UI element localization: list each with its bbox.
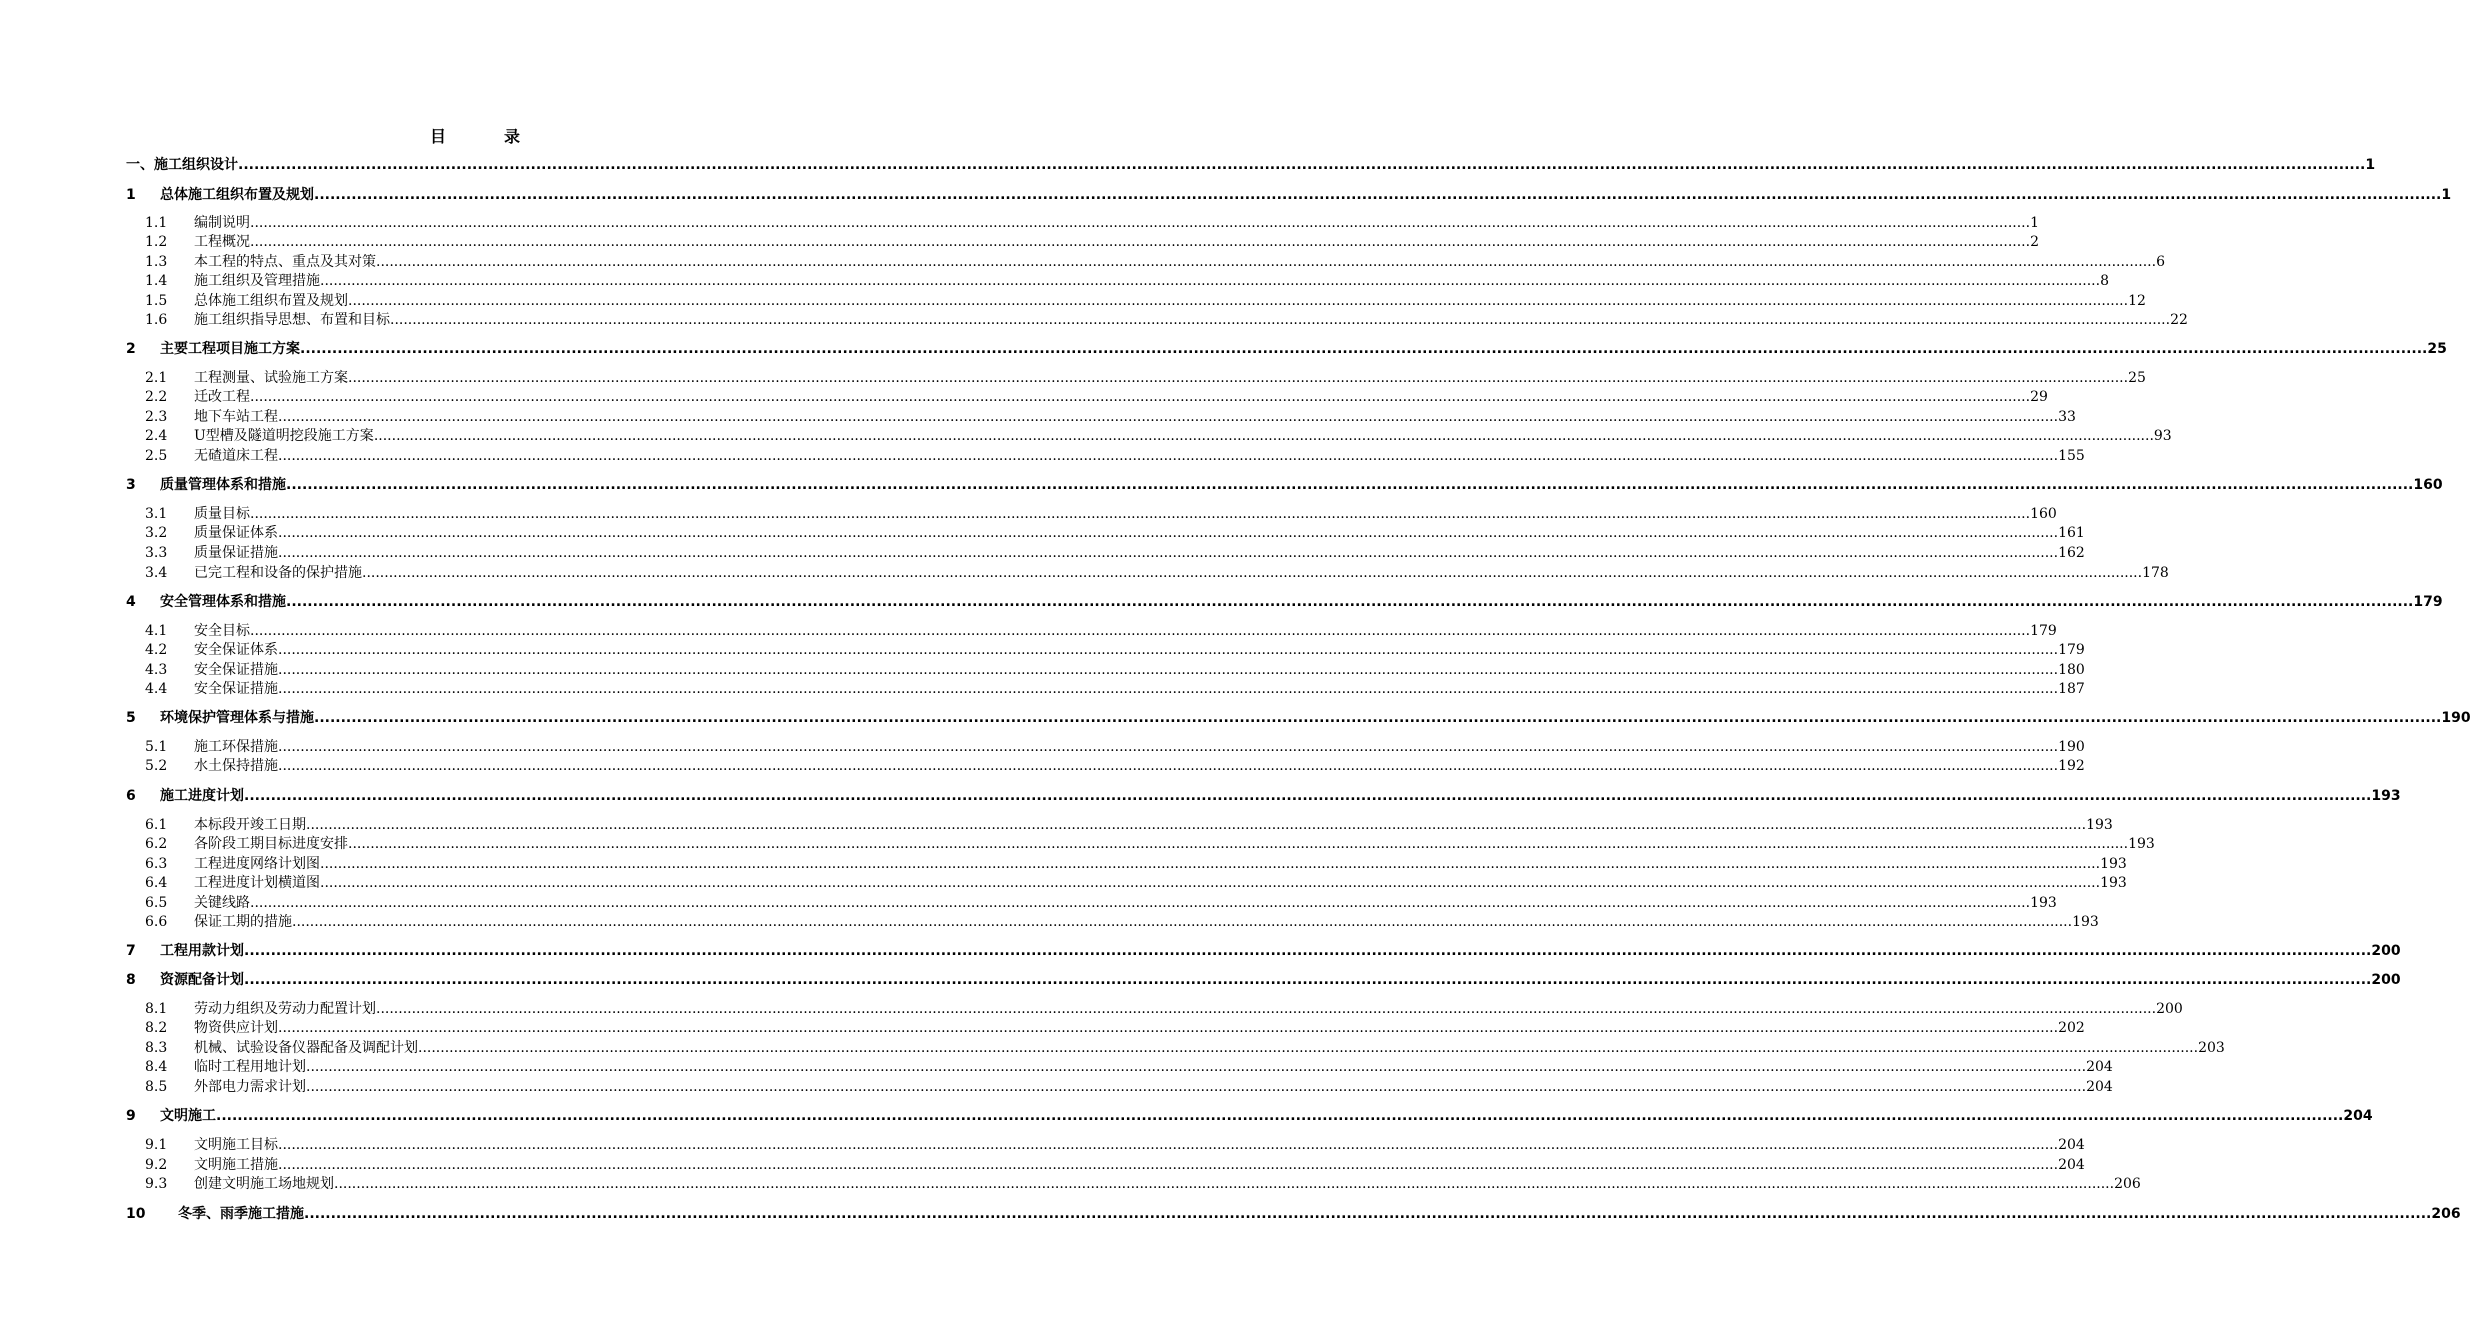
toc-entry[interactable] (0, 873, 2127, 893)
toc-entry-page: 93 (2153, 428, 2172, 444)
toc-leader-dots: ................................................................................................................................................................................................................................................................................................................................................................................................................ (376, 254, 2157, 270)
toc-leader-dots: ................................................................................................................................................................................................................................................................................................................................................................................................................ (362, 565, 2143, 581)
toc-entry-number: 3.3 (145, 545, 168, 561)
toc-entry-page: 1 (2030, 215, 2039, 231)
toc-entry-page: 25 (2128, 370, 2146, 386)
toc-entry-number: 7 (126, 943, 136, 959)
toc-entry-page: 200 (2156, 1001, 2183, 1017)
toc-entry-page: 200 (2371, 943, 2401, 959)
toc-leader-dots: ................................................................................................................................................................................................................................................................................................................................................................................................................ (278, 758, 2059, 774)
toc-entry[interactable] (0, 640, 2085, 660)
toc-leader-dots: ................................................................................................................................................................................................................................................................................................................................................................................................................ (300, 341, 2428, 357)
toc-entry[interactable] (0, 592, 2443, 612)
toc-entry-title: 本工程的特点、重点及其对策 (194, 254, 376, 270)
toc-entry[interactable] (0, 339, 2447, 359)
toc-entry-number: 2.1 (145, 370, 168, 386)
toc-entry-title: 安全保证措施 (194, 681, 278, 697)
toc-entry[interactable] (0, 426, 2172, 446)
toc-entry[interactable] (0, 621, 2057, 641)
toc-entry-number: 8.5 (145, 1079, 168, 1095)
toc-entry-number: 1.4 (145, 273, 168, 289)
toc-entry-page: 8 (2100, 273, 2109, 289)
toc-entry-number: 8.2 (145, 1020, 168, 1036)
toc-entry-title: 总体施工组织布置及规划 (194, 293, 348, 309)
toc-entry-page: 190 (2058, 739, 2085, 755)
toc-entry-number: 1.6 (145, 312, 168, 328)
toc-entry-title: 主要工程项目施工方案 (160, 341, 300, 357)
toc-entry-page: 1 (2365, 157, 2376, 173)
toc-entry-page: 204 (2343, 1108, 2373, 1124)
toc-entry[interactable] (0, 232, 2039, 252)
toc-leader-dots: ................................................................................................................................................................................................................................................................................................................................................................................................................ (278, 739, 2059, 755)
toc-entry-number: 2 (126, 341, 136, 357)
toc-entry-number: 9.2 (145, 1157, 168, 1173)
toc-leader-dots: ................................................................................................................................................................................................................................................................................................................................................................................................................ (348, 293, 2129, 309)
toc-leader-dots: ................................................................................................................................................................................................................................................................................................................................................................................................................ (292, 914, 2073, 930)
toc-entry-number: 2.5 (145, 448, 168, 464)
toc-entry-page: 193 (2128, 836, 2155, 852)
toc-entry-number: 3.1 (145, 506, 168, 522)
toc-entry-page: 178 (2142, 565, 2169, 581)
toc-entry[interactable] (0, 708, 2471, 728)
toc-entry-title: 已完工程和设备的保护措施 (194, 565, 362, 581)
toc-entry-number: 4.2 (145, 642, 168, 658)
toc-entry[interactable] (0, 893, 2057, 913)
toc-entry[interactable] (0, 1077, 2113, 1097)
toc-leader-dots: ................................................................................................................................................................................................................................................................................................................................................................................................................ (278, 1020, 2059, 1036)
toc-entry[interactable] (0, 1018, 2085, 1038)
toc-leader-dots: ................................................................................................................................................................................................................................................................................................................................................................................................................ (334, 1176, 2115, 1192)
toc-entry-number: 5.1 (145, 739, 168, 755)
toc-entry-title: 安全目标 (194, 623, 250, 639)
toc-entry-page: 25 (2427, 341, 2447, 357)
toc-entry-page: 200 (2371, 972, 2401, 988)
toc-leader-dots: ................................................................................................................................................................................................................................................................................................................................................................................................................ (320, 273, 2101, 289)
toc-entry-page: 193 (2086, 817, 2113, 833)
toc-entry-title: 物资供应计划 (194, 1020, 278, 1036)
toc-entry-page: 6 (2156, 254, 2165, 270)
toc-entry-title: 工程进度网络计划图 (194, 856, 320, 872)
toc-entry[interactable] (0, 1155, 2085, 1175)
toc-entry[interactable] (0, 999, 2183, 1019)
toc-entry-title: 安全保证体系 (194, 642, 278, 658)
toc-entry-title: 安全保证措施 (194, 662, 278, 678)
toc-leader-dots: ................................................................................................................................................................................................................................................................................................................................................................................................................ (278, 662, 2059, 678)
toc-entry-number: 9.3 (145, 1176, 168, 1192)
toc-entry[interactable] (0, 941, 2401, 961)
toc-leader-dots: ................................................................................................................................................................................................................................................................................................................................................................................................................ (286, 594, 2414, 610)
toc-leader-dots: ................................................................................................................................................................................................................................................................................................................................................................................................................ (314, 710, 2442, 726)
toc-entry[interactable] (0, 523, 2085, 543)
toc-entry-title: 编制说明 (194, 215, 250, 231)
toc-leader-dots: ................................................................................................................................................................................................................................................................................................................................................................................................................ (250, 895, 2031, 911)
toc-leader-dots: ................................................................................................................................................................................................................................................................................................................................................................................................................ (348, 836, 2129, 852)
toc-leader-dots: ................................................................................................................................................................................................................................................................................................................................................................................................................ (320, 856, 2101, 872)
toc-entry-title: 外部电力需求计划 (194, 1079, 306, 1095)
toc-title-left: 目 (429, 127, 446, 146)
toc-entry-title: 安全管理体系和措施 (160, 594, 286, 610)
toc-entry-title: U型槽及隧道明挖段施工方案 (194, 428, 374, 444)
toc-entry-title: 工程进度计划横道图 (194, 875, 320, 891)
toc-entry-page: 204 (2086, 1059, 2113, 1075)
toc-entry-number: 4 (126, 594, 136, 610)
toc-entry[interactable] (0, 407, 2076, 427)
toc-entry-page: 179 (2030, 623, 2057, 639)
toc-leader-dots: ................................................................................................................................................................................................................................................................................................................................................................................................................ (278, 1137, 2059, 1153)
toc-leader-dots: ................................................................................................................................................................................................................................................................................................................................................................................................................ (278, 448, 2059, 464)
toc-leader-dots: ................................................................................................................................................................................................................................................................................................................................................................................................................ (278, 545, 2059, 561)
toc-entry-number: 1.2 (145, 234, 168, 250)
toc-entry-number: 2.4 (145, 428, 168, 444)
toc-entry-number: 4.1 (145, 623, 168, 639)
toc-entry-page: 22 (2170, 312, 2188, 328)
toc-entry-title: 无碴道床工程 (194, 448, 278, 464)
toc-entry-title: 质量目标 (194, 506, 250, 522)
toc-entry-title: 冬季、雨季施工措施 (178, 1206, 304, 1222)
toc-entry[interactable] (0, 446, 2085, 466)
toc-entry[interactable] (0, 271, 2109, 291)
toc-entry-page: 202 (2058, 1020, 2085, 1036)
toc-entry[interactable] (0, 475, 2443, 495)
toc-entry[interactable] (0, 543, 2085, 563)
toc-entry-page: 160 (2413, 477, 2443, 493)
toc-entry-number: 5 (126, 710, 136, 726)
toc-leader-dots: ................................................................................................................................................................................................................................................................................................................................................................................................................ (250, 234, 2031, 250)
toc-entry-number: 6.5 (145, 895, 168, 911)
toc-entry[interactable] (0, 854, 2127, 874)
toc-entry-page: 155 (2058, 448, 2085, 464)
toc-entry-page: 193 (2371, 788, 2401, 804)
toc-entry-number: 8.4 (145, 1059, 168, 1075)
toc-entry[interactable] (0, 504, 2057, 524)
toc-entry-number: 1 (126, 187, 136, 203)
toc-entry-page: 193 (2030, 895, 2057, 911)
toc-leader-dots: ................................................................................................................................................................................................................................................................................................................................................................................................................ (320, 875, 2101, 891)
toc-leader-dots: ................................................................................................................................................................................................................................................................................................................................................................................................................ (278, 1157, 2059, 1173)
toc-entry[interactable] (0, 834, 2155, 854)
toc-entry-page: 180 (2058, 662, 2085, 678)
toc-entry-page: 33 (2058, 409, 2076, 425)
toc-entry-title: 工程用款计划 (160, 943, 244, 959)
toc-entry-title: 文明施工措施 (194, 1157, 278, 1173)
toc-entry-number: 8.3 (145, 1040, 168, 1056)
toc-entry[interactable] (0, 155, 2376, 175)
toc-entry-title: 施工环保措施 (194, 739, 278, 755)
toc-entry[interactable] (0, 1057, 2113, 1077)
toc-entry-number: 6.2 (145, 836, 168, 852)
toc-entry-number: 1.1 (145, 215, 168, 231)
toc-leader-dots: ................................................................................................................................................................................................................................................................................................................................................................................................................ (418, 1040, 2199, 1056)
toc-entry[interactable] (0, 737, 2085, 757)
toc-entry-number: 5.2 (145, 758, 168, 774)
toc-entry-number: 10 (126, 1206, 146, 1222)
toc-entry-title: 文明施工 (160, 1108, 216, 1124)
toc-leader-dots: ................................................................................................................................................................................................................................................................................................................................................................................................................ (216, 1108, 2344, 1124)
toc-entry[interactable] (0, 1038, 2225, 1058)
toc-entry[interactable] (0, 660, 2085, 680)
toc-leader-dots: ................................................................................................................................................................................................................................................................................................................................................................................................................ (244, 788, 2372, 804)
toc-entry-title: 水土保持措施 (194, 758, 278, 774)
toc-entry-title: 总体施工组织布置及规划 (160, 187, 314, 203)
toc-entry-title: 地下车站工程 (194, 409, 278, 425)
toc-leader-dots: ................................................................................................................................................................................................................................................................................................................................................................................................................ (250, 623, 2031, 639)
toc-entry-number: 2.3 (145, 409, 168, 425)
toc-entry-number: 9 (126, 1108, 136, 1124)
toc-entry-title: 迁改工程 (194, 389, 250, 405)
toc-entry-title: 关键线路 (194, 895, 250, 911)
toc-entry[interactable] (0, 563, 2169, 583)
toc-entry[interactable] (0, 1204, 2461, 1224)
toc-entry-page: 1 (2441, 187, 2452, 203)
toc-leader-dots: ................................................................................................................................................................................................................................................................................................................................................................................................................ (278, 642, 2059, 658)
toc-entry-title: 保证工期的措施 (194, 914, 292, 930)
toc-entry-title: 施工组织指导思想、布置和目标 (194, 312, 390, 328)
toc-entry-title: 环境保护管理体系与措施 (160, 710, 314, 726)
toc-entry-title: 施工进度计划 (160, 788, 244, 804)
toc-entry-number: 1.5 (145, 293, 168, 309)
toc-entry-page: 206 (2114, 1176, 2141, 1192)
toc-entry-number: 6 (126, 788, 136, 804)
toc-entry-page: 12 (2128, 293, 2146, 309)
toc-entry-title: 施工组织及管理措施 (194, 273, 320, 289)
toc-entry-number: 1.3 (145, 254, 168, 270)
toc-leader-dots: ................................................................................................................................................................................................................................................................................................................................................................................................................ (278, 525, 2059, 541)
toc-entry-title: 文明施工目标 (194, 1137, 278, 1153)
toc-entry-number: 9.1 (145, 1137, 168, 1153)
toc-entry-title: 资源配备计划 (160, 972, 244, 988)
toc-entry-title: 工程概况 (194, 234, 250, 250)
toc-entry[interactable] (0, 387, 2048, 407)
toc-entry[interactable] (0, 1106, 2373, 1126)
toc-leader-dots: ................................................................................................................................................................................................................................................................................................................................................................................................................ (250, 389, 2031, 405)
toc-title (0, 124, 950, 147)
toc-leader-dots: ................................................................................................................................................................................................................................................................................................................................................................................................................ (244, 943, 2372, 959)
toc-entry-title: 质量保证体系 (194, 525, 278, 541)
toc-entry-number: 8 (126, 972, 136, 988)
toc-entry-number: 6.4 (145, 875, 168, 891)
toc-entry[interactable] (0, 786, 2401, 806)
toc-entry-title: 本标段开竣工日期 (194, 817, 306, 833)
toc-entry-page: 204 (2058, 1157, 2085, 1173)
toc-entry-page: 204 (2086, 1079, 2113, 1095)
toc-leader-dots: ................................................................................................................................................................................................................................................................................................................................................................................................................ (373, 428, 2154, 444)
toc-entry-page: 162 (2058, 545, 2085, 561)
toc-entry[interactable] (0, 1135, 2085, 1155)
toc-entry-number: 3 (126, 477, 136, 493)
toc-leader-dots: ................................................................................................................................................................................................................................................................................................................................................................................................................ (306, 817, 2087, 833)
toc-leader-dots: ................................................................................................................................................................................................................................................................................................................................................................................................................ (286, 477, 2414, 493)
toc-leader-dots: ................................................................................................................................................................................................................................................................................................................................................................................................................ (306, 1079, 2087, 1095)
toc-entry-page: 190 (2441, 710, 2471, 726)
toc-entry-page: 29 (2030, 389, 2048, 405)
toc-entry[interactable] (0, 1174, 2141, 1194)
toc-entry[interactable] (0, 185, 2452, 205)
toc-entry-page: 160 (2030, 506, 2057, 522)
toc-entry[interactable] (0, 310, 2188, 330)
toc-leader-dots: ................................................................................................................................................................................................................................................................................................................................................................................................................ (304, 1206, 2432, 1222)
toc-entry-page: 206 (2431, 1206, 2461, 1222)
toc-entry-number: 6.6 (145, 914, 168, 930)
toc-leader-dots: ................................................................................................................................................................................................................................................................................................................................................................................................................ (376, 1001, 2157, 1017)
toc-entry-number: 3.2 (145, 525, 168, 541)
toc-leader-dots: ................................................................................................................................................................................................................................................................................................................................................................................................................ (244, 972, 2372, 988)
toc-entry-title: 各阶段工期目标进度安排 (194, 836, 348, 852)
toc-leader-dots: ................................................................................................................................................................................................................................................................................................................................................................................................................ (278, 409, 2059, 425)
toc-entry-title: 一、施工组织设计 (126, 157, 238, 173)
toc-entry-title: 机械、试验设备仪器配备及调配计划 (194, 1040, 418, 1056)
toc-entry-title: 质量保证措施 (194, 545, 278, 561)
toc-entry-page: 203 (2198, 1040, 2225, 1056)
toc-entry-title: 劳动力组织及劳动力配置计划 (194, 1001, 376, 1017)
toc-entry-page: 192 (2058, 758, 2085, 774)
toc-entry[interactable] (0, 252, 2165, 272)
toc-entry-page: 193 (2072, 914, 2099, 930)
toc-entry-title: 工程测量、试验施工方案 (194, 370, 348, 386)
toc-leader-dots: ................................................................................................................................................................................................................................................................................................................................................................................................................ (250, 215, 2031, 231)
toc-entry-page: 187 (2058, 681, 2085, 697)
toc-leader-dots: ................................................................................................................................................................................................................................................................................................................................................................................................................ (390, 312, 2171, 328)
toc-entry-page: 179 (2413, 594, 2443, 610)
toc-entry-title: 临时工程用地计划 (194, 1059, 306, 1075)
toc-entry-number: 6.3 (145, 856, 168, 872)
toc-entry[interactable] (0, 213, 2039, 233)
toc-leader-dots: ................................................................................................................................................................................................................................................................................................................................................................................................................ (306, 1059, 2087, 1075)
toc-leader-dots: ................................................................................................................................................................................................................................................................................................................................................................................................................ (348, 370, 2129, 386)
toc-entry-page: 161 (2058, 525, 2085, 541)
toc-entry-page: 179 (2058, 642, 2085, 658)
toc-leader-dots: ................................................................................................................................................................................................................................................................................................................................................................................................................ (278, 681, 2059, 697)
toc-entry-number: 4.4 (145, 681, 168, 697)
toc-entry-number: 6.1 (145, 817, 168, 833)
toc-entry[interactable] (0, 912, 2099, 932)
toc-leader-dots: ................................................................................................................................................................................................................................................................................................................................................................................................................ (314, 187, 2442, 203)
toc-entry-title: 创建文明施工场地规划 (194, 1176, 334, 1192)
toc-entry-page: 193 (2100, 875, 2127, 891)
toc-entry-number: 3.4 (145, 565, 168, 581)
toc-entry[interactable] (0, 368, 2146, 388)
toc-entry-number: 2.2 (145, 389, 168, 405)
toc-entry-title: 质量管理体系和措施 (160, 477, 286, 493)
toc-title-right: 录 (504, 127, 521, 146)
toc-entry[interactable] (0, 756, 2085, 776)
toc-entry[interactable] (0, 679, 2085, 699)
toc-leader-dots: ................................................................................................................................................................................................................................................................................................................................................................................................................ (250, 506, 2031, 522)
toc-entry-page: 2 (2030, 234, 2039, 250)
toc-entry-number: 8.1 (145, 1001, 168, 1017)
toc-entry[interactable] (0, 291, 2146, 311)
toc-entry-page: 204 (2058, 1137, 2085, 1153)
toc-entry-number: 4.3 (145, 662, 168, 678)
toc-entry[interactable] (0, 815, 2113, 835)
toc-leader-dots: ................................................................................................................................................................................................................................................................................................................................................................................................................ (238, 157, 2366, 173)
toc-entry[interactable] (0, 970, 2401, 990)
toc-entry-page: 193 (2100, 856, 2127, 872)
